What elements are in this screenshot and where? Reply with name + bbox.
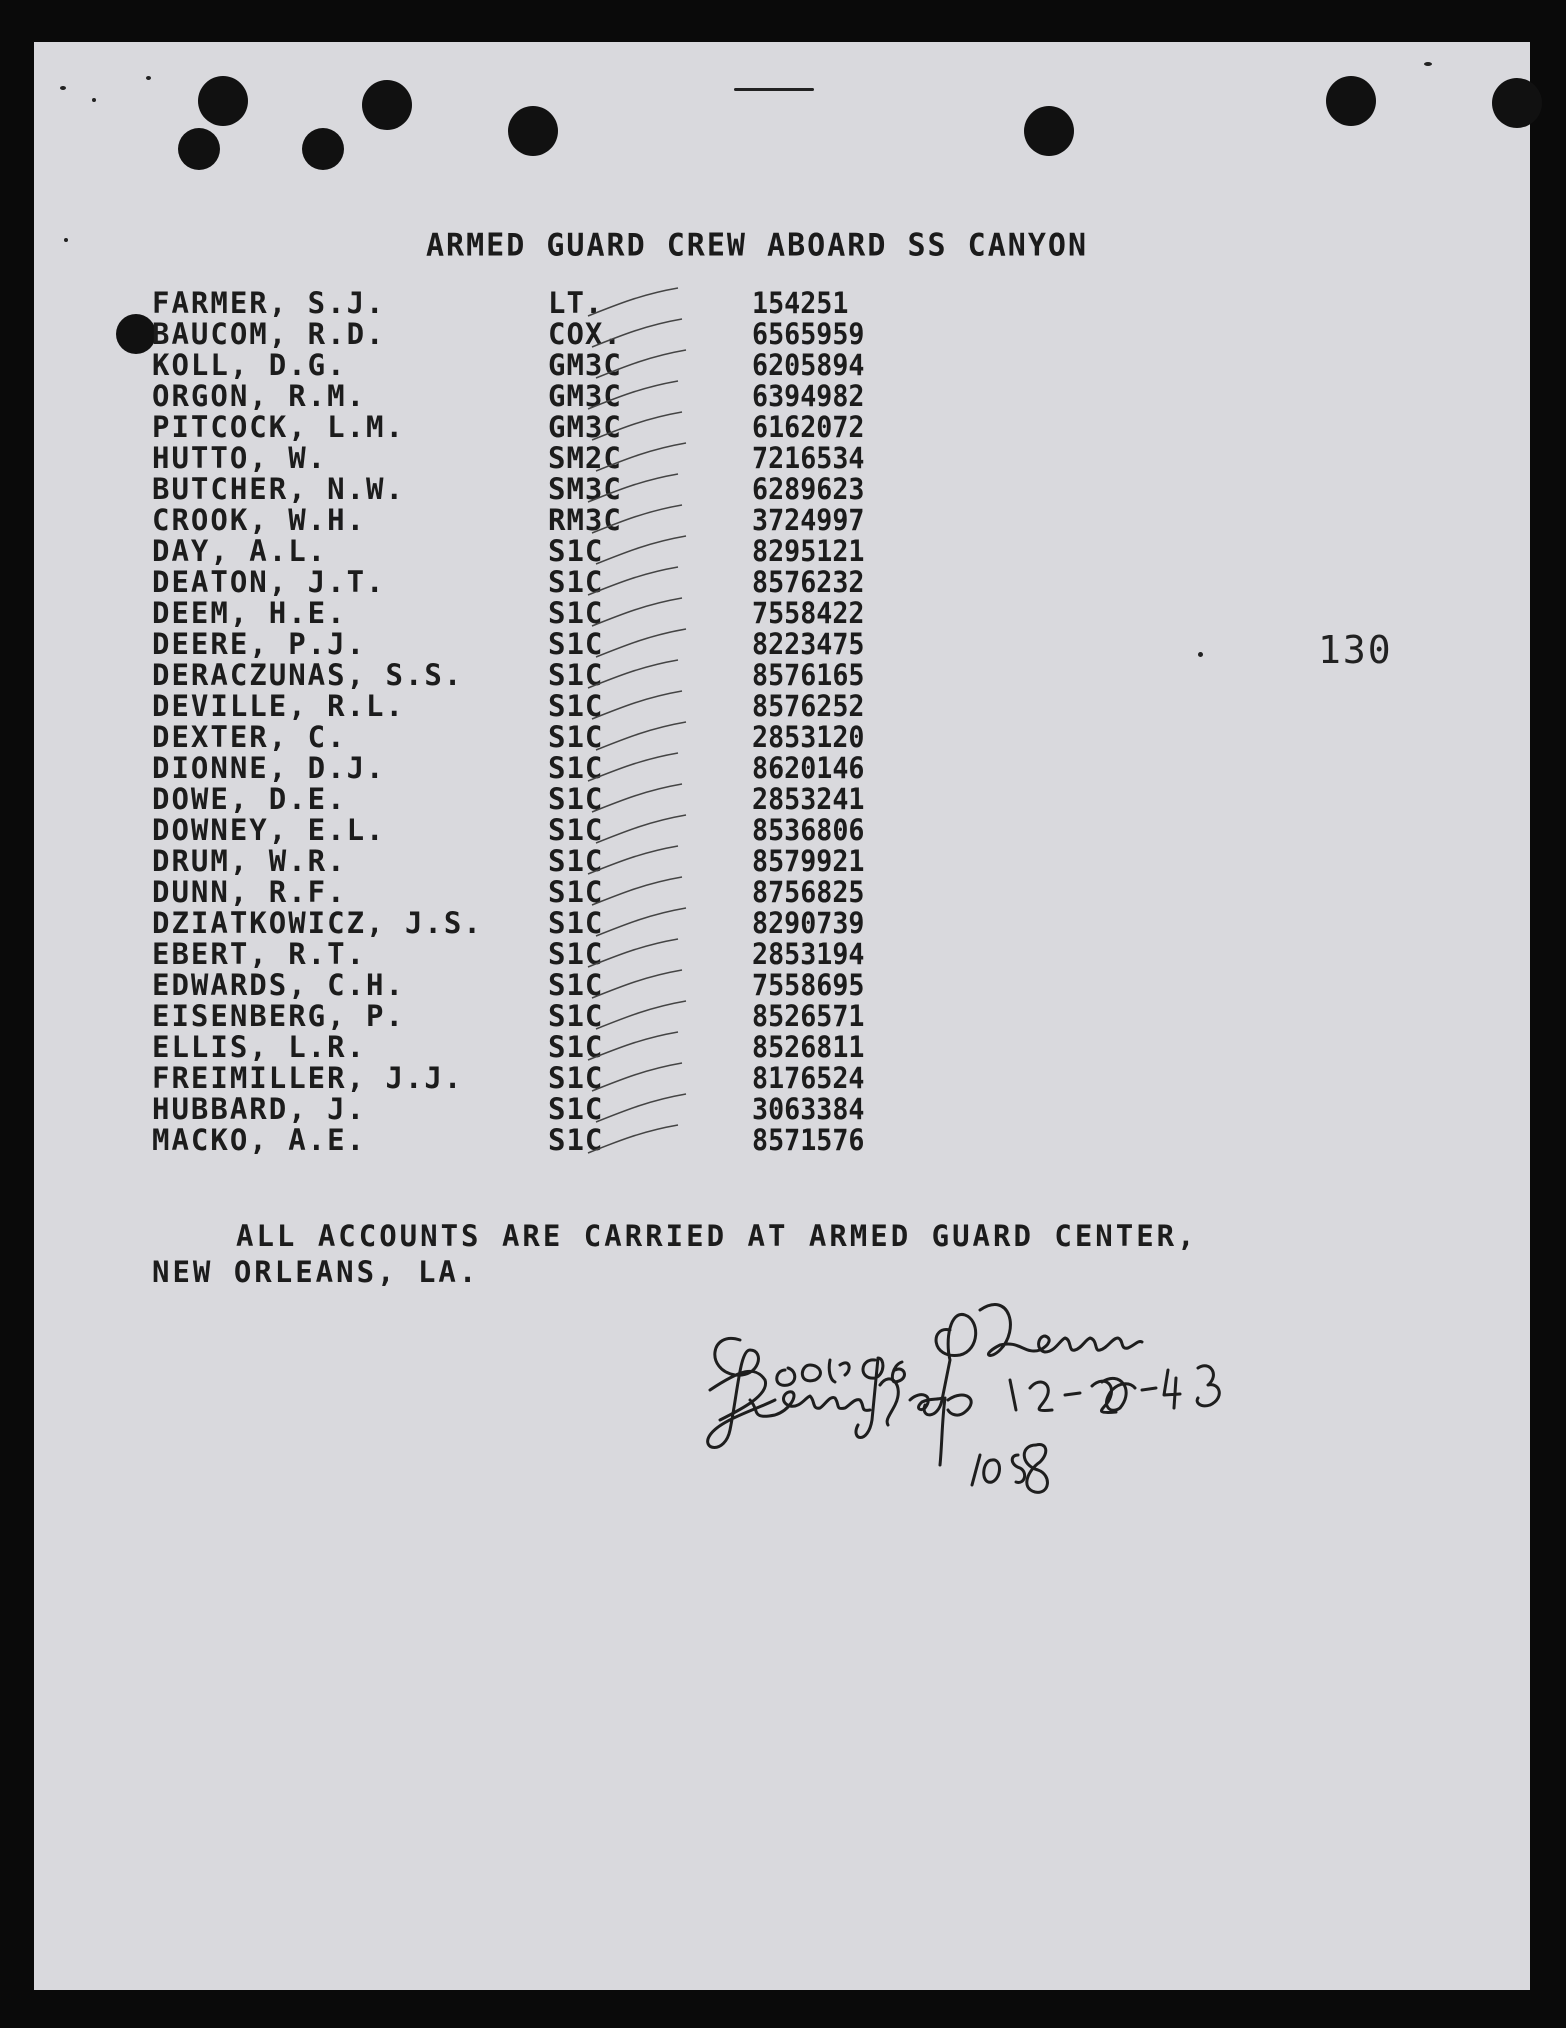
- crew-service-number: 8536806: [752, 813, 865, 847]
- crew-service-number: 6162072: [752, 410, 865, 444]
- crew-row: [152, 660, 912, 691]
- crew-row: [152, 319, 912, 350]
- crew-name: DAY, A.L.: [152, 534, 328, 568]
- punch-hole: [178, 128, 220, 170]
- crew-service-number: 7558695: [752, 968, 865, 1002]
- crew-rate: GM3C: [548, 410, 622, 444]
- handwritten-signature: [680, 1270, 1360, 1570]
- ink-speck: [146, 76, 151, 80]
- crew-service-number: 154251: [752, 286, 849, 320]
- crew-row: [152, 877, 912, 908]
- crew-row: [152, 598, 912, 629]
- ink-speck: [734, 88, 814, 91]
- crew-name: BAUCOM, R.D.: [152, 317, 386, 351]
- crew-roster: [152, 288, 912, 1156]
- crew-service-number: 8576165: [752, 658, 865, 692]
- note-line-1: ALL ACCOUNTS ARE CARRIED AT ARMED GUARD CENTER,: [236, 1219, 1198, 1253]
- crew-service-number: 6205894: [752, 348, 865, 382]
- crew-name: HUBBARD, J.: [152, 1092, 367, 1126]
- crew-service-number: 8579921: [752, 844, 865, 878]
- crew-row: [152, 1032, 912, 1063]
- crew-row: [152, 505, 912, 536]
- crew-row: [152, 629, 912, 660]
- crew-service-number: 8526811: [752, 1030, 865, 1064]
- crew-name: KOLL, D.G.: [152, 348, 347, 382]
- punch-hole: [362, 80, 412, 130]
- crew-name: DOWE, D.E.: [152, 782, 347, 816]
- punch-hole: [198, 76, 248, 126]
- crew-service-number: 3724997: [752, 503, 865, 537]
- crew-name: EDWARDS, C.H.: [152, 968, 405, 1002]
- crew-row: [152, 815, 912, 846]
- crew-service-number: 2853120: [752, 720, 865, 754]
- crew-rate: S1C: [548, 937, 604, 971]
- crew-service-number: 8176524: [752, 1061, 865, 1095]
- crew-rate: S1C: [548, 782, 604, 816]
- signature-name-stroke: [708, 1305, 1142, 1448]
- crew-rate: S1C: [548, 999, 604, 1033]
- punch-hole: [1024, 106, 1074, 156]
- crew-name: BUTCHER, N.W.: [152, 472, 405, 506]
- crew-name: HUTTO, W.: [152, 441, 328, 475]
- crew-row: [152, 443, 912, 474]
- crew-row: [152, 567, 912, 598]
- punch-hole: [302, 128, 344, 170]
- crew-name: ELLIS, L.R.: [152, 1030, 367, 1064]
- crew-rate: SM2C: [548, 441, 622, 475]
- crew-service-number: 8223475: [752, 627, 865, 661]
- punch-hole: [1492, 78, 1542, 128]
- crew-name: FARMER, S.J.: [152, 286, 386, 320]
- crew-service-number: 8620146: [752, 751, 865, 785]
- crew-rate: S1C: [548, 968, 604, 1002]
- crew-name: MACKO, A.E.: [152, 1123, 367, 1157]
- note-line-2: NEW ORLEANS, LA.: [152, 1255, 480, 1289]
- crew-name: DRUM, W.R.: [152, 844, 347, 878]
- crew-service-number: 8576252: [752, 689, 865, 723]
- document-title: ARMED GUARD CREW ABOARD SS CANYON: [426, 227, 1089, 264]
- ink-speck: [64, 238, 68, 242]
- signature-date-stroke: [1010, 1366, 1219, 1413]
- crew-service-number: 8756825: [752, 875, 865, 909]
- crew-row: [152, 1094, 912, 1125]
- crew-service-number: 8295121: [752, 534, 865, 568]
- crew-name: DEXTER, C.: [152, 720, 347, 754]
- crew-name: DEERE, P.J.: [152, 627, 367, 661]
- crew-row: [152, 474, 912, 505]
- crew-name: DUNN, R.F.: [152, 875, 347, 909]
- crew-row: [152, 846, 912, 877]
- crew-row: [152, 1063, 912, 1094]
- crew-service-number: 2853241: [752, 782, 865, 816]
- crew-rate: RM3C: [548, 503, 622, 537]
- crew-rate: S1C: [548, 875, 604, 909]
- crew-row: [152, 939, 912, 970]
- crew-row: [152, 722, 912, 753]
- crew-name: DEVILLE, R.L.: [152, 689, 405, 723]
- crew-name: DZIATKOWICZ, J.S.: [152, 906, 483, 940]
- crew-service-number: 6289623: [752, 472, 865, 506]
- crew-row: [152, 412, 912, 443]
- crew-name: DERACZUNAS, S.S.: [152, 658, 464, 692]
- crew-name: EBERT, R.T.: [152, 937, 367, 971]
- crew-row: [152, 784, 912, 815]
- punch-hole: [508, 106, 558, 156]
- crew-service-number: 3063384: [752, 1092, 865, 1126]
- crew-row: [152, 350, 912, 381]
- crew-rate: S1C: [548, 844, 604, 878]
- crew-row: [152, 381, 912, 412]
- crew-row: [152, 1125, 912, 1156]
- crew-rate: S1C: [548, 813, 604, 847]
- crew-name: FREIMILLER, J.J.: [152, 1061, 464, 1095]
- page-number: 130: [1318, 628, 1393, 672]
- ink-speck: [1424, 62, 1432, 66]
- crew-rate: S1C: [548, 627, 604, 661]
- crew-rate: GM3C: [548, 379, 622, 413]
- crew-service-number: 8571576: [752, 1123, 865, 1157]
- crew-rate: COX.: [548, 317, 622, 351]
- crew-rate: S1C: [548, 565, 604, 599]
- crew-name: ORGON, R.M.: [152, 379, 367, 413]
- crew-rate: S1C: [548, 751, 604, 785]
- crew-row: [152, 1001, 912, 1032]
- crew-rate: S1C: [548, 534, 604, 568]
- crew-service-number: 2853194: [752, 937, 865, 971]
- crew-name: DEATON, J.T.: [152, 565, 386, 599]
- crew-rate: S1C: [548, 596, 604, 630]
- crew-name: DIONNE, D.J.: [152, 751, 386, 785]
- crew-service-number: 8290739: [752, 906, 865, 940]
- crew-rate: S1C: [548, 1061, 604, 1095]
- ink-speck: [60, 86, 66, 90]
- crew-name: CROOK, W.H.: [152, 503, 367, 537]
- crew-row: [152, 288, 912, 319]
- crew-row: [152, 691, 912, 722]
- ink-speck: [1198, 652, 1203, 657]
- crew-rate: S1C: [548, 1030, 604, 1064]
- crew-rate: GM3C: [548, 348, 622, 382]
- crew-rate: S1C: [548, 906, 604, 940]
- crew-service-number: 7558422: [752, 596, 865, 630]
- crew-rate: S1C: [548, 1123, 604, 1157]
- crew-row: [152, 970, 912, 1001]
- crew-rate: LT.: [548, 286, 604, 320]
- crew-service-number: 8526571: [752, 999, 865, 1033]
- crew-row: [152, 536, 912, 567]
- crew-name: EISENBERG, P.: [152, 999, 405, 1033]
- crew-rate: S1C: [548, 658, 604, 692]
- crew-service-number: 8576232: [752, 565, 865, 599]
- ink-speck: [92, 98, 96, 102]
- crew-row: [152, 908, 912, 939]
- signature-role-stroke: [710, 1371, 971, 1465]
- crew-name: PITCOCK, L.M.: [152, 410, 405, 444]
- punch-hole: [116, 314, 156, 354]
- signature-code-stroke: [972, 1444, 1047, 1492]
- crew-service-number: 7216534: [752, 441, 865, 475]
- crew-rate: SM3C: [548, 472, 622, 506]
- crew-name: DEEM, H.E.: [152, 596, 347, 630]
- crew-rate: S1C: [548, 1092, 604, 1126]
- crew-row: [152, 753, 912, 784]
- crew-name: DOWNEY, E.L.: [152, 813, 386, 847]
- crew-service-number: 6565959: [752, 317, 865, 351]
- crew-rate: S1C: [548, 689, 604, 723]
- punch-hole: [1326, 76, 1376, 126]
- crew-service-number: 6394982: [752, 379, 865, 413]
- crew-rate: S1C: [548, 720, 604, 754]
